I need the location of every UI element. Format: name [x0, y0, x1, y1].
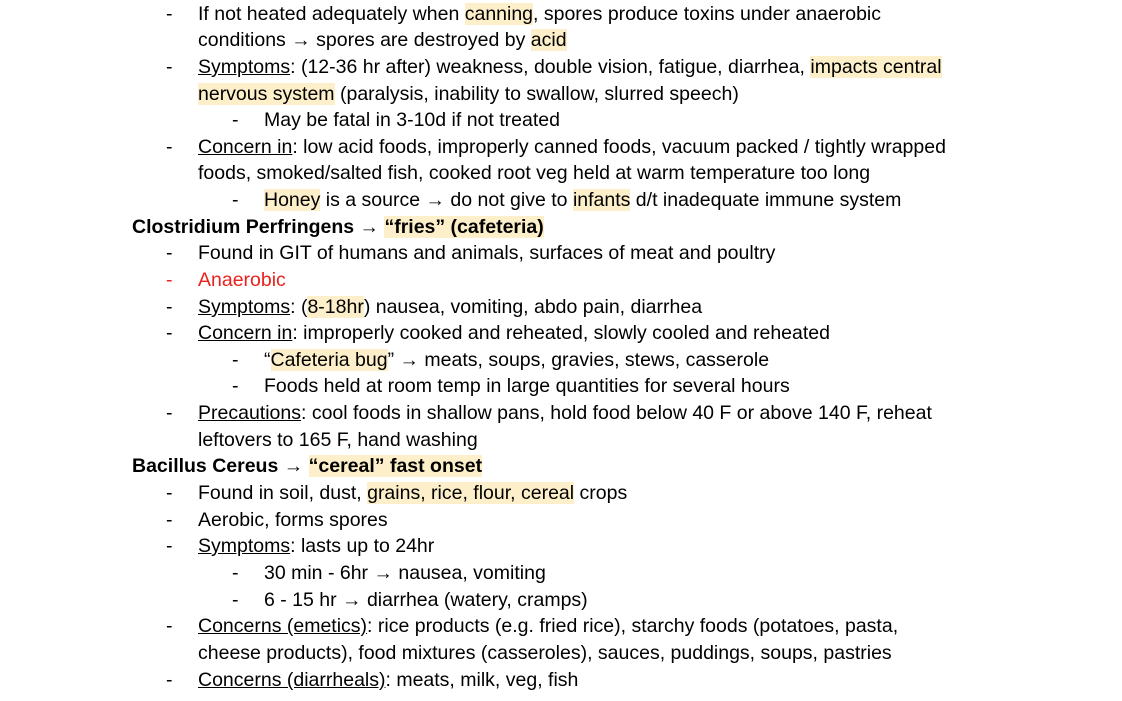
text: : meats, milk, veg, fish — [385, 669, 579, 691]
perfringens-heading — [132, 214, 544, 240]
highlight-onset: 8-18hr — [307, 296, 364, 318]
acid-line — [198, 27, 567, 53]
emetic-concerns-line-2: cheese products), food mixtures (casseroles), sauces, puddings, soups, pastries — [198, 642, 892, 664]
text: : ( — [290, 296, 308, 318]
perfringens-symptoms-line — [198, 294, 702, 320]
fatal-subitem: May be fatal in 3-10d if not treated — [264, 109, 560, 131]
bullet-dash: - — [232, 349, 239, 371]
text: Found in soil, dust, — [198, 482, 368, 504]
text: : improperly cooked and reheated, slowly cooled and reheated — [292, 322, 830, 344]
diarrheal-concerns-line — [198, 667, 578, 693]
bullet-dash: - — [166, 3, 173, 25]
bullet-dash: - — [166, 136, 173, 158]
emetic-concerns-line — [198, 613, 898, 639]
bullet-dash: - — [166, 615, 173, 637]
concern-label: Concern in — [198, 136, 293, 158]
cereus-symptoms-line — [198, 533, 434, 559]
heading-text: Bacillus Cereus → — [132, 455, 309, 477]
perfringens-found-line: Found in GIT of humans and animals, surfaces of meat and poultry — [198, 242, 776, 264]
text: : low acid foods, improperly canned foods, vacuum packed / tightly wrapped — [292, 136, 946, 158]
symptoms-label: Symptoms — [198, 56, 291, 78]
bullet-dash: - — [166, 56, 173, 78]
highlight-nervous-system: nervous system — [198, 83, 335, 105]
text: ” → meats, soups, gravies, stews, casserole — [387, 349, 770, 371]
highlight-honey: Honey — [264, 189, 321, 211]
bullet-dash: - — [232, 562, 239, 584]
anaerobic-line: Anaerobic — [198, 269, 286, 291]
foods-held-subitem: Foods held at room temp in large quantities for several hours — [264, 375, 790, 397]
botulism-concern-line-2: foods, smoked/salted fish, cooked root veg held at warm temperature too long — [198, 162, 871, 184]
text: If not heated adequately when — [198, 3, 465, 25]
highlight-acid: acid — [530, 29, 567, 51]
text: is a source → do not give to — [320, 189, 573, 211]
cereus-found-line — [198, 480, 627, 506]
honey-subitem — [264, 187, 901, 213]
concern-label: Concern in — [198, 322, 293, 344]
symptoms-label: Symptoms — [198, 535, 291, 557]
bullet-dash: - — [166, 669, 173, 691]
botulism-concern-line — [198, 134, 946, 160]
precautions-line-2: leftovers to 165 F, hand washing — [198, 429, 478, 451]
cereus-heading — [132, 453, 482, 479]
heading-text: Clostridium Perfringens → — [132, 216, 385, 238]
text: , spores produce toxins under anaerobic — [533, 3, 881, 25]
bullet-dash: - — [166, 535, 173, 557]
botulism-symptoms-line — [198, 54, 942, 80]
bullet-dash: - — [166, 482, 173, 504]
perfringens-concern-line — [198, 320, 830, 346]
aerobic-line: Aerobic, forms spores — [198, 509, 388, 531]
bullet-dash-red: - — [166, 269, 173, 291]
symptoms-label: Symptoms — [198, 296, 291, 318]
bullet-dash: - — [232, 589, 239, 611]
text: : (12-36 hr after) weakness, double vision, fatigue, diarrhea, — [290, 56, 811, 78]
text: d/t inadequate immune system — [630, 189, 902, 211]
bullet-dash: - — [166, 509, 173, 531]
bullet-dash: - — [232, 375, 239, 397]
highlight-cereal: “cereal” fast onset — [308, 455, 483, 477]
highlight-grains: grains, rice, flour, cereal — [367, 482, 575, 504]
bullet-dash: - — [166, 402, 173, 424]
bullet-dash: - — [232, 189, 239, 211]
bullet-dash: - — [232, 109, 239, 131]
precautions-line — [198, 400, 932, 426]
text: (paralysis, inability to swallow, slurred speech) — [334, 83, 739, 105]
diarrheal-onset-subitem: 6 - 15 hr → diarrhea (watery, cramps) — [264, 589, 588, 611]
emetic-onset-subitem: 30 min - 6hr → nausea, vomiting — [264, 562, 546, 584]
highlight-cns: impacts central — [810, 56, 942, 78]
text: : rice products (e.g. fried rice), starchy foods (potatoes, pasta, — [367, 615, 899, 637]
highlight-canning: canning — [464, 3, 534, 25]
highlight-cafeteria-bug: Cafeteria bug — [270, 349, 388, 371]
diarrheals-label: Concerns (diarrheals) — [198, 669, 386, 691]
text: crops — [574, 482, 628, 504]
highlight-fries: “fries” (cafeteria) — [384, 216, 544, 238]
text: : cool foods in shallow pans, hold food below 40 F or above 140 F, reheat — [300, 402, 932, 424]
bullet-dash: - — [166, 242, 173, 264]
emetics-label: Concerns (emetics) — [198, 615, 368, 637]
botulism-symptoms-line-2 — [198, 81, 739, 107]
text: “ — [264, 349, 271, 371]
text: conditions → spores are destroyed by — [198, 29, 531, 51]
canning-spores-line — [198, 1, 881, 27]
text: ) nausea, vomiting, abdo pain, diarrhea — [363, 296, 703, 318]
bullet-dash: - — [166, 296, 173, 318]
precautions-label: Precautions — [198, 402, 301, 424]
text: : lasts up to 24hr — [290, 535, 435, 557]
highlight-infants: infants — [572, 189, 631, 211]
bullet-dash: - — [166, 322, 173, 344]
cafeteria-subitem — [264, 347, 769, 373]
